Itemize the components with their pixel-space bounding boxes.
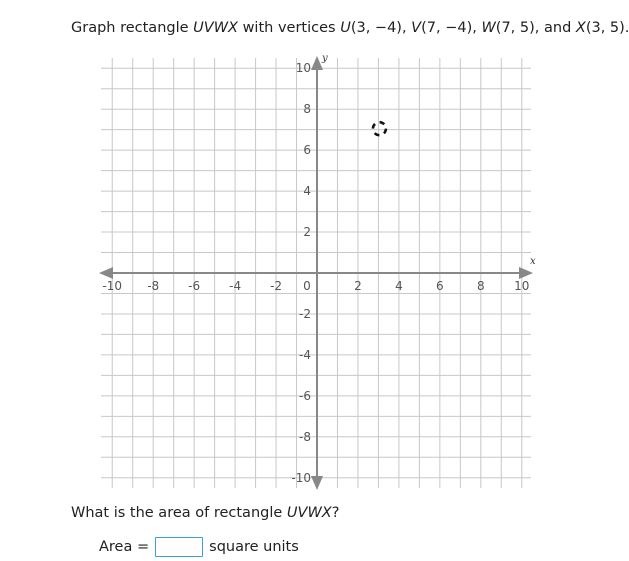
x-tick-label: 6 [436,279,444,293]
question-text-2: ? [331,505,340,521]
y-tick-label: -4 [299,347,311,362]
area-question [71,503,339,523]
y-tick-label: -10 [291,470,311,485]
x-tick-label: -4 [229,279,242,293]
x-tick-label: 2 [354,279,362,293]
rectangle-name: UVWX [193,20,238,36]
vertex-v-coords: (7, −4), [421,20,482,36]
y-tick-label: -2 [299,306,311,321]
x-tick-label: 4 [395,279,403,293]
point-cursor-icon[interactable] [373,122,386,135]
x-tick-label: 8 [476,279,485,293]
y-tick-label: 6 [303,143,311,158]
x-tick-label: -6 [188,279,201,293]
prompt-text: Graph rectangle [71,20,194,36]
question-text: What is the area of rectangle [71,505,287,521]
x-tick-label: 10 [514,279,530,293]
y-tick-label: 10 [295,61,311,76]
prompt-text-2: with vertices [237,20,341,36]
area-label: Area = [99,539,150,555]
y-tick-label: 8 [303,102,311,117]
x-tick-label: -10 [102,279,123,293]
vertex-x-coords: (3, 5). [585,20,629,36]
x-tick-label: -2 [270,279,283,293]
vertex-u-coords: (3, −4), [350,20,412,36]
question-rectangle-name: UVWX [286,505,332,521]
vertex-w-label: W [481,20,496,36]
x-tick-label: -8 [147,279,160,293]
y-axis-name: y [322,53,328,64]
axes [99,56,533,490]
vertex-u-label: U [340,20,351,36]
x-axis-right-arrow-icon [519,267,533,279]
x-axis-left-arrow-icon [99,267,113,279]
vertex-v-label: V [411,20,422,36]
y-tick-label: 4 [303,184,311,199]
area-unit: square units [209,539,299,555]
area-input[interactable] [155,537,203,557]
x-tick-label: 0 [303,279,311,293]
vertex-w-coords: (7, 5), and [495,20,576,36]
cursor-ring[interactable] [373,122,386,135]
vertex-x-label: X [575,20,586,36]
y-tick-label: -6 [299,388,311,403]
x-tick-labels [102,279,529,293]
x-axis-name: x [530,256,536,267]
y-tick-label: -8 [299,429,311,444]
y-axis-down-arrow-icon [311,476,323,490]
y-tick-label: 2 [303,225,311,240]
answer-row [99,536,299,558]
